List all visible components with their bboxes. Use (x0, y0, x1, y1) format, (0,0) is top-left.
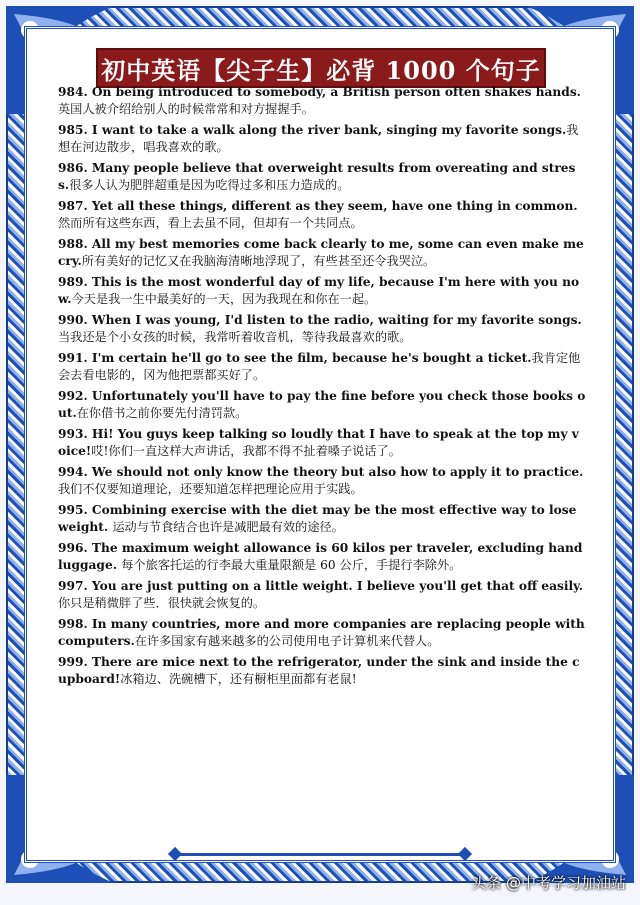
watermark-text: 头条 @中考学习加油站 (471, 874, 626, 892)
chinese-translation: 英国人被介绍给别人的时候常常和对方握握手。 (58, 102, 314, 116)
title-banner (96, 48, 546, 88)
chinese-translation: 很多人认为肥胖超重是因为吃得过多和压力造成的。 (69, 178, 350, 192)
list-item (58, 236, 586, 270)
list-item (58, 578, 586, 612)
list-item (58, 426, 586, 460)
english-sentence: 998. In many countries, more and more companies are replacing people with computers. (58, 617, 585, 648)
bottom-divider (176, 853, 464, 856)
chinese-translation: 在你借书之前你要先付清罚款。 (76, 406, 248, 420)
chinese-translation: 今天是我一生中最美好的一天，因为我现在和你在一起。 (71, 292, 377, 306)
list-item (58, 616, 586, 650)
chinese-translation: 在许多国家有越来越多的公司使用电子计算机来代替人。 (134, 634, 440, 648)
english-sentence: 988. All my best memories come back clearly to me, some can even make me cry. (58, 237, 584, 268)
list-item (58, 464, 586, 498)
list-item (58, 350, 586, 384)
list-item (58, 654, 586, 688)
list-item (58, 122, 586, 156)
english-sentence: 989. This is the most wonderful day of my life, because I'm here with you now. (58, 275, 580, 306)
chinese-translation: 你只是稍微胖了些．很快就会恢复的。 (58, 596, 266, 610)
list-item (58, 84, 586, 118)
list-item (58, 198, 586, 232)
english-sentence: 990. When I was young, I'd listen to the radio, waiting for my favorite songs. (58, 313, 582, 327)
chinese-translation: 所有美好的记忆又在我脑海清晰地浮现了，有些甚至还令我哭泣。 (81, 254, 436, 268)
english-sentence: 985. I want to take a walk along the river bank, singing my favorite songs. (58, 123, 567, 137)
english-sentence: 984. On being introduced to somebody, a British person often shakes hands. (58, 85, 581, 99)
chinese-translation: 当我还是个小女孩的时候，我常听着收音机，等待我最喜欢的歌。 (58, 330, 412, 344)
sentence-list (58, 84, 586, 692)
english-sentence: 999. There are mice next to the refrigerator, under the sink and inside the cupboard! (58, 655, 580, 686)
chinese-translation: 我们不仅要知道理论，还要知道怎样把理论应用于实践。 (58, 482, 363, 496)
chinese-translation: 然而所有这些东西，看上去虽不同，但却有一个共同点。 (58, 216, 363, 230)
list-item (58, 540, 586, 574)
english-sentence: 997. You are just putting on a little weight. I believe you'll get that off easily. (58, 579, 584, 593)
chinese-translation: 哎!你们一直这样大声讲话，我都不得不扯着嗓子说话了。 (91, 444, 401, 458)
list-item (58, 274, 586, 308)
english-sentence: 995. Combining exercise with the diet may be the most effective way to lose weight. (58, 503, 577, 534)
list-item (58, 160, 586, 194)
list-item (58, 388, 586, 422)
english-sentence: 991. I'm certain he'll go to see the film, because he's bought a ticket. (58, 351, 532, 365)
english-sentence: 994. We should not only know the theory but also how to apply it to practice. (58, 465, 584, 479)
english-sentence: 987. Yet all these things, different as they seem, have one thing in common. (58, 199, 578, 213)
chinese-translation: 每个旅客托运的行李最大重量限额是 60 公斤，手提行李除外。 (121, 558, 462, 572)
english-sentence: 986. Many people believe that overweight results from overeating and stress. (58, 161, 576, 192)
page-title: 初中英语【尖子生】必背 1000 个句子 (101, 55, 541, 85)
english-sentence: 993. Hi! You guys keep talking so loudly that I have to speak at the top my voice! (58, 427, 579, 458)
chinese-translation: 运动与节食结合也许是减肥最有效的途径。 (112, 520, 344, 534)
list-item (58, 502, 586, 536)
english-sentence: 992. Unfortunately you'll have to pay the fine before you check those books out. (58, 389, 586, 420)
english-sentence: 996. The maximum weight allowance is 60 kilos per traveler, excluding hand luggage. (58, 541, 583, 572)
list-item (58, 312, 586, 346)
chinese-translation: 冰箱边、洗碗槽下，还有橱柜里面都有老鼠! (120, 672, 357, 686)
chinese-translation: 我想在河边散步，唱我喜欢的歌。 (58, 123, 579, 154)
chinese-translation: 我肯定他会去看电影的，冈为他把票都买好了。 (58, 351, 581, 382)
